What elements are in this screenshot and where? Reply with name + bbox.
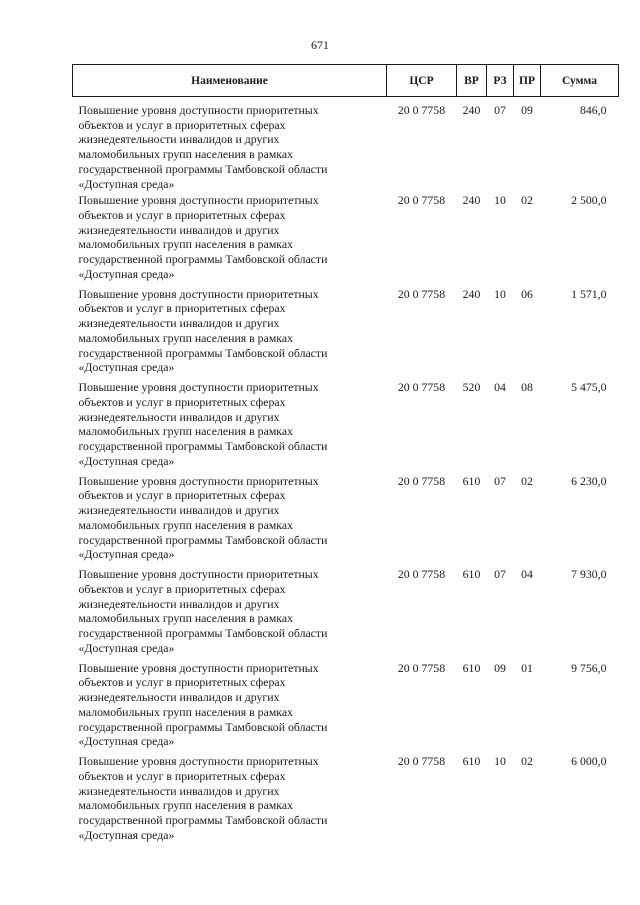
row-pr: 02 bbox=[521, 754, 533, 769]
row-name-line: государственной программы Тамбовской области bbox=[78, 161, 328, 176]
row-sum: 6 000,0 bbox=[571, 754, 607, 769]
row-name-line: маломобильных групп населения в рамках bbox=[78, 517, 293, 532]
table-row bbox=[73, 378, 619, 472]
header-name: Наименование bbox=[73, 65, 387, 97]
row-name-line: маломобильных групп населения в рамках bbox=[78, 798, 293, 813]
row-name-line: государственной программы Тамбовской области bbox=[78, 252, 328, 267]
row-sum: 9 756,0 bbox=[571, 660, 607, 675]
row-vr: 610 bbox=[462, 473, 481, 488]
row-pr: 01 bbox=[521, 660, 533, 675]
row-sum: 6 230,0 bbox=[571, 473, 607, 488]
row-vr: 240 bbox=[462, 286, 481, 301]
table-row bbox=[73, 191, 619, 285]
row-name-line: Повышение уровня доступности приоритетных bbox=[78, 754, 319, 769]
row-name-line: объектов и услуг в приоритетных сферах bbox=[78, 768, 286, 783]
row-name-line: жизнедеятельности инвалидов и других bbox=[78, 690, 280, 705]
row-vr: 610 bbox=[462, 567, 481, 582]
table-row bbox=[73, 752, 619, 846]
row-csr: 20 0 7758 bbox=[397, 567, 446, 582]
row-name-line: маломобильных групп населения в рамках bbox=[78, 704, 293, 719]
table-row bbox=[73, 659, 619, 753]
row-name-line: «Доступная среда» bbox=[78, 266, 175, 281]
row-vr: 520 bbox=[462, 380, 481, 395]
row-name-line: «Доступная среда» bbox=[78, 176, 175, 191]
header-vr: ВР bbox=[457, 65, 487, 97]
row-csr: 20 0 7758 bbox=[397, 754, 446, 769]
row-rz: 07 bbox=[494, 103, 506, 117]
row-name-line: государственной программы Тамбовской области bbox=[78, 813, 328, 828]
row-sum: 1 571,0 bbox=[571, 286, 607, 301]
row-name-line: объектов и услуг в приоритетных сферах bbox=[78, 394, 286, 409]
row-name-line: Повышение уровня доступности приоритетных bbox=[78, 380, 319, 395]
row-pr: 08 bbox=[521, 380, 533, 395]
row-rz: 10 bbox=[494, 193, 506, 208]
row-name bbox=[73, 378, 387, 472]
page-number: 671 bbox=[311, 38, 329, 52]
row-name bbox=[73, 752, 387, 846]
row-rz: 04 bbox=[494, 380, 506, 395]
row-rz: 10 bbox=[494, 286, 506, 301]
row-sum: 7 930,0 bbox=[571, 567, 607, 582]
row-name-line: объектов и услуг в приоритетных сферах bbox=[78, 301, 286, 316]
row-name bbox=[73, 472, 387, 566]
row-sum: 5 475,0 bbox=[571, 380, 607, 395]
row-name-line: государственной программы Тамбовской области bbox=[78, 439, 328, 454]
row-name-line: государственной программы Тамбовской области bbox=[78, 532, 328, 547]
row-name-line: маломобильных групп населения в рамках bbox=[78, 237, 293, 252]
row-csr: 20 0 7758 bbox=[397, 286, 446, 301]
row-csr: 20 0 7758 bbox=[397, 380, 446, 395]
row-pr: 06 bbox=[521, 286, 533, 301]
row-name-line: «Доступная среда» bbox=[78, 640, 175, 655]
row-rz: 10 bbox=[494, 754, 506, 769]
row-name-line: Повышение уровня доступности приоритетных bbox=[78, 473, 319, 488]
row-pr: 09 bbox=[521, 103, 533, 117]
row-pr: 04 bbox=[521, 567, 533, 582]
row-pr: 02 bbox=[521, 193, 533, 208]
row-name-line: Повышение уровня доступности приоритетных bbox=[78, 567, 319, 582]
row-name-line: маломобильных групп населения в рамках bbox=[78, 147, 293, 162]
row-name-line: Повышение уровня доступности приоритетных bbox=[78, 660, 319, 675]
row-name-line: жизнедеятельности инвалидов и других bbox=[78, 503, 280, 518]
row-name-line: Повышение уровня доступности приоритетных bbox=[78, 103, 319, 117]
table-row bbox=[73, 565, 619, 659]
row-csr: 20 0 7758 bbox=[397, 193, 446, 208]
header-csr: ЦСР bbox=[387, 65, 457, 97]
row-vr: 610 bbox=[462, 754, 481, 769]
row-name-line: «Доступная среда» bbox=[78, 827, 175, 842]
row-csr: 20 0 7758 bbox=[397, 473, 446, 488]
row-name-line: объектов и услуг в приоритетных сферах bbox=[78, 675, 286, 690]
row-name-line: жизнедеятельности инвалидов и других bbox=[78, 596, 280, 611]
row-name-line: жизнедеятельности инвалидов и других bbox=[78, 316, 280, 331]
row-csr: 20 0 7758 bbox=[397, 103, 446, 117]
row-name-line: объектов и услуг в приоритетных сферах bbox=[78, 488, 286, 503]
row-sum: 2 500,0 bbox=[571, 193, 607, 208]
row-name bbox=[73, 285, 387, 379]
row-name-line: «Доступная среда» bbox=[78, 360, 175, 375]
table-row bbox=[73, 97, 619, 192]
row-pr: 02 bbox=[521, 473, 533, 488]
row-name-line: маломобильных групп населения в рамках bbox=[78, 611, 293, 626]
table-row bbox=[73, 285, 619, 379]
row-name-line: Повышение уровня доступности приоритетных bbox=[78, 286, 319, 301]
row-name bbox=[73, 659, 387, 753]
row-name bbox=[73, 191, 387, 285]
budget-table bbox=[72, 64, 619, 846]
header-rz: РЗ bbox=[487, 65, 514, 97]
row-vr: 240 bbox=[462, 103, 481, 117]
row-name-line: жизнедеятельности инвалидов и других bbox=[78, 132, 280, 147]
row-name-line: «Доступная среда» bbox=[78, 734, 175, 749]
table-body bbox=[73, 97, 619, 846]
row-vr: 610 bbox=[462, 660, 481, 675]
row-name-line: жизнедеятельности инвалидов и других bbox=[78, 783, 280, 798]
row-name-line: «Доступная среда» bbox=[78, 453, 175, 468]
row-name-line: государственной программы Тамбовской области bbox=[78, 719, 328, 734]
row-name-line: объектов и услуг в приоритетных сферах bbox=[78, 207, 286, 222]
row-name-line: государственной программы Тамбовской области bbox=[78, 345, 328, 360]
row-name-line: жизнедеятельности инвалидов и других bbox=[78, 222, 280, 237]
row-name bbox=[73, 97, 387, 192]
row-name-line: «Доступная среда» bbox=[78, 547, 175, 562]
table-row bbox=[73, 472, 619, 566]
table-header-row bbox=[73, 65, 619, 97]
header-sum: Сумма bbox=[541, 65, 619, 97]
row-name bbox=[73, 565, 387, 659]
row-name-line: объектов и услуг в приоритетных сферах bbox=[78, 117, 286, 132]
row-rz: 07 bbox=[494, 567, 506, 582]
row-rz: 07 bbox=[494, 473, 506, 488]
row-rz: 09 bbox=[494, 660, 506, 675]
row-name-line: Повышение уровня доступности приоритетных bbox=[78, 193, 319, 208]
row-name-line: объектов и услуг в приоритетных сферах bbox=[78, 581, 286, 596]
row-name-line: государственной программы Тамбовской области bbox=[78, 626, 328, 641]
row-sum: 846,0 bbox=[579, 103, 607, 117]
row-vr: 240 bbox=[462, 193, 481, 208]
header-pr: ПР bbox=[514, 65, 541, 97]
row-name-line: маломобильных групп населения в рамках bbox=[78, 424, 293, 439]
row-name-line: жизнедеятельности инвалидов и других bbox=[78, 409, 280, 424]
row-name-line: маломобильных групп населения в рамках bbox=[78, 330, 293, 345]
row-csr: 20 0 7758 bbox=[397, 660, 446, 675]
